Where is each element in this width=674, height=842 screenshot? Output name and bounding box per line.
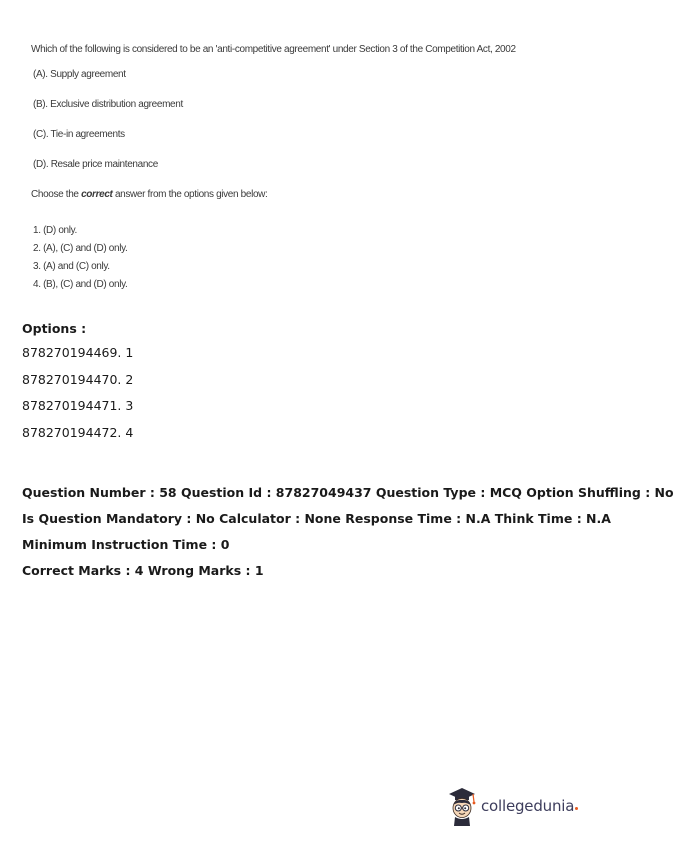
choose-emphasis: correct bbox=[81, 189, 113, 200]
answer-item: 3. (A) and (C) only. bbox=[33, 261, 110, 272]
options-title: Options : bbox=[22, 321, 87, 336]
meta-line: Minimum Instruction Time : 0 bbox=[22, 537, 230, 552]
choose-prefix: Choose the bbox=[31, 189, 82, 200]
graduate-mascot-icon bbox=[446, 786, 478, 826]
collegedunia-logo bbox=[446, 784, 578, 828]
option-id-row: 878270194469. 1 bbox=[22, 345, 134, 360]
meta-line: Is Question Mandatory : No Calculator : None Response Time : N.A Think Time : N.A bbox=[22, 511, 611, 526]
answer-item: 4. (B), (C) and (D) only. bbox=[33, 279, 128, 290]
question-option-b: (B). Exclusive distribution agreement bbox=[33, 99, 183, 110]
question-block bbox=[31, 40, 571, 294]
options-section bbox=[22, 318, 582, 446]
answer-item: 1. (D) only. bbox=[33, 225, 77, 236]
question-option-a: (A). Supply agreement bbox=[33, 69, 126, 80]
logo-wordmark: collegedunia bbox=[481, 797, 575, 815]
option-id-row: 878270194472. 4 bbox=[22, 424, 134, 440]
choose-instruction bbox=[31, 180, 571, 210]
option-id-row: 878270194471. 3 bbox=[22, 398, 134, 413]
answer-list bbox=[31, 222, 571, 294]
question-meta bbox=[22, 480, 674, 584]
logo-dot bbox=[575, 807, 578, 810]
option-id-row: 878270194470. 2 bbox=[22, 371, 134, 387]
choose-suffix: answer from the options given below: bbox=[112, 189, 268, 200]
question-option-c: (C). Tie-in agreements bbox=[33, 129, 125, 140]
meta-line: Correct Marks : 4 Wrong Marks : 1 bbox=[22, 563, 264, 578]
meta-line: Question Number : 58 Question Id : 87827049437 Question Type : MCQ Option Shuffling : No bbox=[22, 485, 674, 500]
question-text: Which of the following is considered to be an 'anti-competitive agreement' under Section 3 of the Competition Act, 2002 bbox=[31, 44, 516, 55]
answer-item: 2. (A), (C) and (D) only. bbox=[33, 243, 128, 254]
question-option-d: (D). Resale price maintenance bbox=[33, 159, 158, 170]
logo-text bbox=[481, 797, 578, 815]
